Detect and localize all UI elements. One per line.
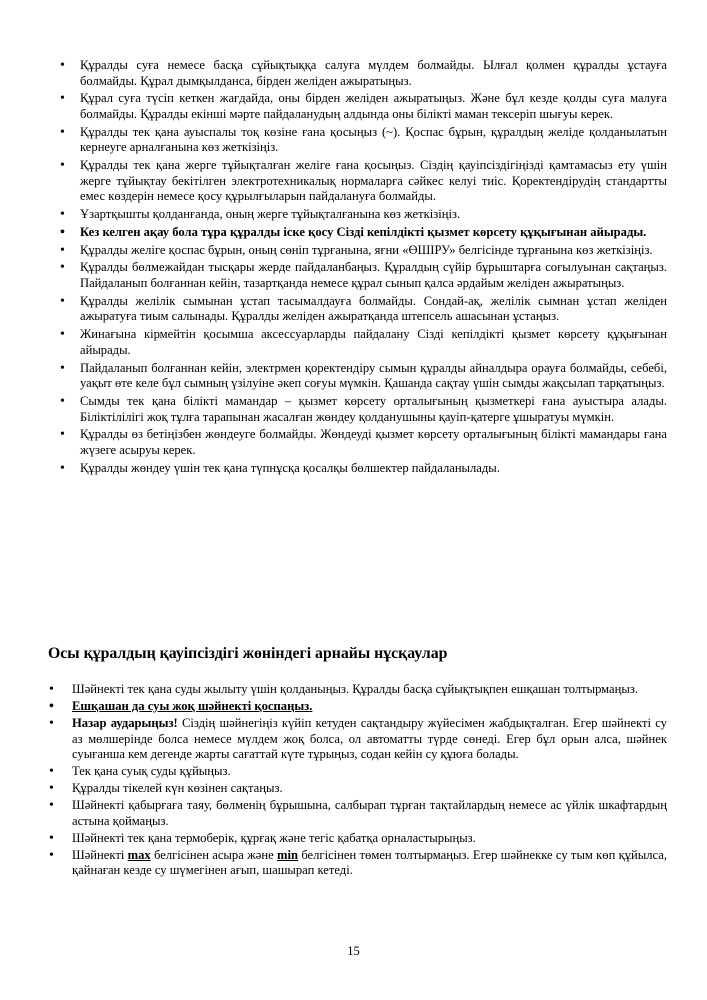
list-item — [72, 699, 667, 715]
list-item: • Құрал суға түсіп кеткен жағдайда, оны бірден желіден ажыратыңыз. Және бұл кезде қолды суға малуға болмайды. Құралды екінші мәрте пайдаланудың алдында оны білікті маман тексеріп шығуы керек. — [80, 91, 667, 122]
section-title: Осы құралдың қауіпсіздігі жөніндегі арнайы нұсқаулар — [48, 645, 448, 662]
list-item: • Құралды суға немесе басқа сұйықтыққа салуға мүлдем болмайды. Ылғал қолмен құралды ұстауға болмайды. Құрал дымқылданса, бірден желіден ажыратыңыз. — [80, 58, 667, 89]
list-item: • Құралды желілік сымынан ұстап тасымалдауға болмайды. Сондай-ақ, желілік сымнан ұстап желіден ажыратуға тиым салынады. Құралды желіден ажыратқанда штепсель ашасынан ұстаңыз. — [80, 294, 667, 325]
kettle-instructions-list — [48, 682, 667, 880]
list-item: • Шәйнекті қабырғаға таяу, бөлменің бұрышына, салбырап тұрған тақтайлардың немесе ас үйлік шкафтардың астына қоймаңыз. — [72, 798, 667, 829]
list-item: • Шәйнекті тек қана суды жылыту үшін қолданыңыз. Құралды басқа сұйықтықпен ешқашан толтырмаңыз. — [72, 682, 667, 698]
list-item: • Құралды тек қана ауыспалы тоқ көзіне ғана қосыңыз (~). Қоспас бұрын, құралдың желіде қолданылатын кернеуге арналғанына көз жеткізіңіз. — [80, 125, 667, 156]
list-item: • Құралды желіге қоспас бұрын, оның сөніп тұрғанына, яғни «ӨШІРУ» белгісінде тұрғанына көз жеткізіңіз. — [80, 243, 667, 259]
fill-text-middle: белгісінен асыра және — [150, 847, 278, 862]
list-item: • Құралды тікелей күн көзінен сақтаңыз. — [72, 781, 667, 797]
fill-text-start: Шәйнекті — [72, 847, 128, 862]
list-item: • Сымды тек қана білікті мамандар – қызмет көрсету орталығының қызметкері ғана ауыстыра алады. Біліктілілігі жоқ тұлға тарапынан жасалған жөндеу қолданушыны қауіп-қатерге ұшыратуы мүмкін. — [80, 394, 667, 425]
list-item: • Құралды бөлмежайдан тысқары жерде пайдаланбаңыз. Құралдың сүйір бұрыштарға соғылуынан сақтаңыз. Пайдаланып болғаннан кейін, тазартқанда немесе құрал сынып қалса әрдайым желіден ажыратыңыз. — [80, 260, 667, 291]
attention-label: Назар аударыңыз! — [72, 715, 178, 730]
list-item: • Құралды жөндеу үшін тек қана түпнұсқа қосалқы бөлшектер пайдаланылады. — [80, 461, 667, 477]
list-item: • Ұзартқышты қолданғанда, оның жерге тұйықталғанына көз жеткізіңіз. — [80, 207, 667, 223]
safety-rules-list — [58, 58, 667, 478]
list-item: • Пайдаланып болғаннан кейін, электрмен қоректендіру сымын құралды айналдыра орауға болмайды, себебі, уақыт өте келе бұл сымның үзілуіне әкеп соғуы мүмкін. Қашанда сақтау үшін сымды жақсылап тарқатыңыз. — [80, 361, 667, 392]
list-item-attention — [72, 716, 667, 763]
list-item: • Құралды тек қана жерге тұйықталған желіге ғана қосыңыз. Сіздің қауіпсіздігіңізді қамтамасыз ету үшін жерге тұйықтау бекітілген электротехникалық нормаларға сәйкес келуі тиіс. Қоректендірудің стандартты емес көздерін немесе қосу құрылғыларын пайдалануға болмайды. — [80, 158, 667, 205]
list-item: • Тек қана суық суды құйыңыз. — [72, 764, 667, 780]
list-item-warranty-warning: • Кез келген ақау бола тұра құралды іске қосу Сізді кепілдікті қызмет көрсету құқығынан айырады. — [80, 225, 667, 241]
emphasis-text: Ешқашан да суы жоқ шәйнекті қоспаңыз. — [72, 698, 313, 713]
list-item: • Шәйнекті тек қана термоберік, құрғақ және тегіс қабатқа орналастырыңыз. — [72, 831, 667, 847]
attention-text: Сіздің шәйнегіңіз күйіп кетуден сақтандыру жүйесімен жабдықталған. Егер шәйнекті су аз мөлшерінде болса немесе мүлдем жоқ болса, ол автоматты түрде сөнеді. Егер бұл орын алса, шәйнек суығанша кем дегенде жарты сағаттай күте тұрыңыз, содан кейін су құюға болады. — [72, 715, 667, 762]
max-mark-label: max — [127, 847, 151, 862]
min-mark-label: min — [277, 847, 299, 862]
page-number: 15 — [347, 944, 360, 958]
fill-text-end: белгісінен төмен толтырмаңыз. Егер шәйнекке су тым көп құйылса, қайнаған кезде су шүмегінен ағып, шашырап кетеді. — [72, 847, 668, 878]
list-item: • Құралды өз бетіңізбен жөндеуге болмайды. Жөндеуді қызмет көрсету орталығының білікті мамандары ғана жүзеге асыруы керек. — [80, 427, 667, 458]
list-item-fill-level — [72, 848, 667, 879]
list-item: • Жинағына кірмейтін қосымша аксессуарларды пайдалану Сізді кепілдікті қызмет көрсету құқығынан айырады. — [80, 327, 667, 358]
